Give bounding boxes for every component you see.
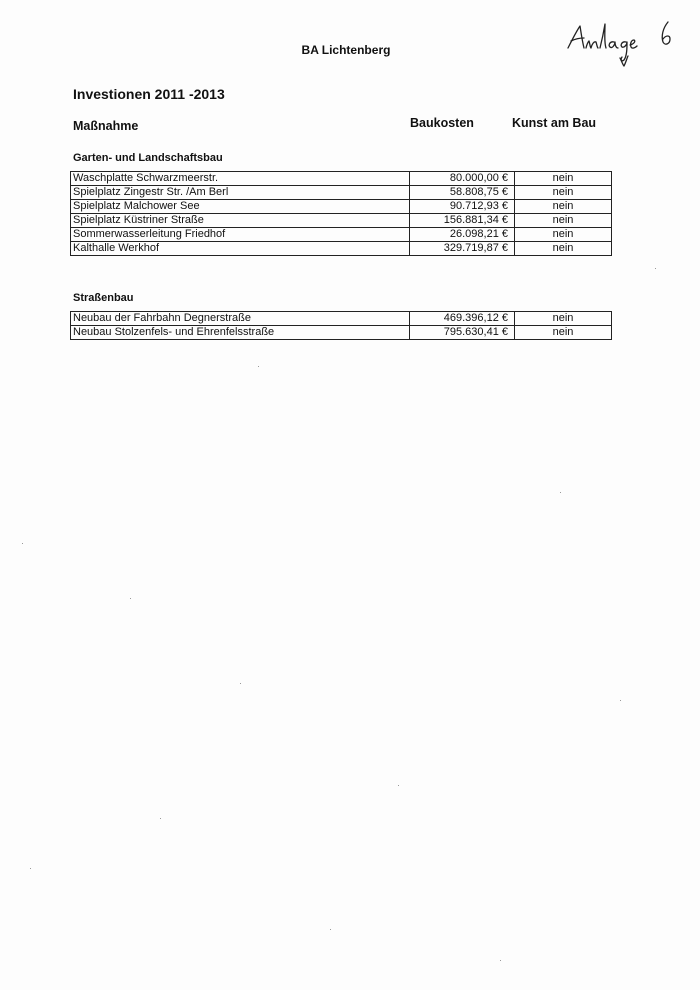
handwritten-annex-note <box>560 14 680 74</box>
table-row <box>71 242 612 256</box>
scan-speck <box>655 268 656 269</box>
column-header-art: Kunst am Bau <box>512 116 597 130</box>
art-cell: nein <box>515 200 612 214</box>
art-cell: nein <box>515 326 612 340</box>
scan-speck <box>22 543 23 544</box>
table-row <box>71 228 612 242</box>
scan-speck <box>330 929 331 930</box>
measure-cell: Kalthalle Werkhof <box>71 242 410 256</box>
section-title-garden: Garten- und Landschaftsbau <box>73 152 223 164</box>
measure-cell: Spielplatz Küstriner Straße <box>71 214 410 228</box>
scan-speck <box>240 683 241 684</box>
scan-speck <box>500 960 501 961</box>
table-row <box>71 172 612 186</box>
art-cell: nein <box>515 228 612 242</box>
road-construction-table <box>70 311 612 340</box>
measure-cell: Spielplatz Zingestr Str. /Am Berl <box>71 186 410 200</box>
scan-speck <box>30 868 31 869</box>
table-row <box>71 200 612 214</box>
art-cell: nein <box>515 242 612 256</box>
cost-cell: 90.712,93 € <box>410 200 515 214</box>
document-title: Investionen 2011 -2013 <box>73 86 225 102</box>
table-row <box>71 186 612 200</box>
cost-cell: 26.098,21 € <box>410 228 515 242</box>
table-row <box>71 326 612 340</box>
column-header-costs: Baukosten <box>410 116 474 130</box>
table-row <box>71 312 612 326</box>
scan-speck <box>560 492 561 493</box>
measure-cell: Spielplatz Malchower See <box>71 200 410 214</box>
measure-cell: Neubau Stolzenfels- und Ehrenfelsstraße <box>71 326 410 340</box>
garden-landscaping-table <box>70 171 612 256</box>
measure-cell: Sommerwasserleitung Friedhof <box>71 228 410 242</box>
art-cell: nein <box>515 172 612 186</box>
column-header-measure: Maßnahme <box>73 119 139 133</box>
scan-speck <box>620 700 621 701</box>
cost-cell: 156.881,34 € <box>410 214 515 228</box>
section-title-road: Straßenbau <box>73 292 134 304</box>
cost-cell: 80.000,00 € <box>410 172 515 186</box>
measure-cell: Neubau der Fahrbahn Degnerstraße <box>71 312 410 326</box>
scan-speck <box>160 818 161 819</box>
handwritten-annex-signature <box>560 14 680 74</box>
cost-cell: 469.396,12 € <box>410 312 515 326</box>
table-row <box>71 214 612 228</box>
scan-speck <box>398 785 399 786</box>
scan-speck <box>130 598 131 599</box>
art-cell: nein <box>515 186 612 200</box>
scan-speck <box>258 366 259 367</box>
art-cell: nein <box>515 312 612 326</box>
cost-cell: 329.719,87 € <box>410 242 515 256</box>
office-title: BA Lichtenberg <box>301 43 391 57</box>
cost-cell: 58.808,75 € <box>410 186 515 200</box>
measure-cell: Waschplatte Schwarzmeerstr. <box>71 172 410 186</box>
cost-cell: 795.630,41 € <box>410 326 515 340</box>
art-cell: nein <box>515 214 612 228</box>
